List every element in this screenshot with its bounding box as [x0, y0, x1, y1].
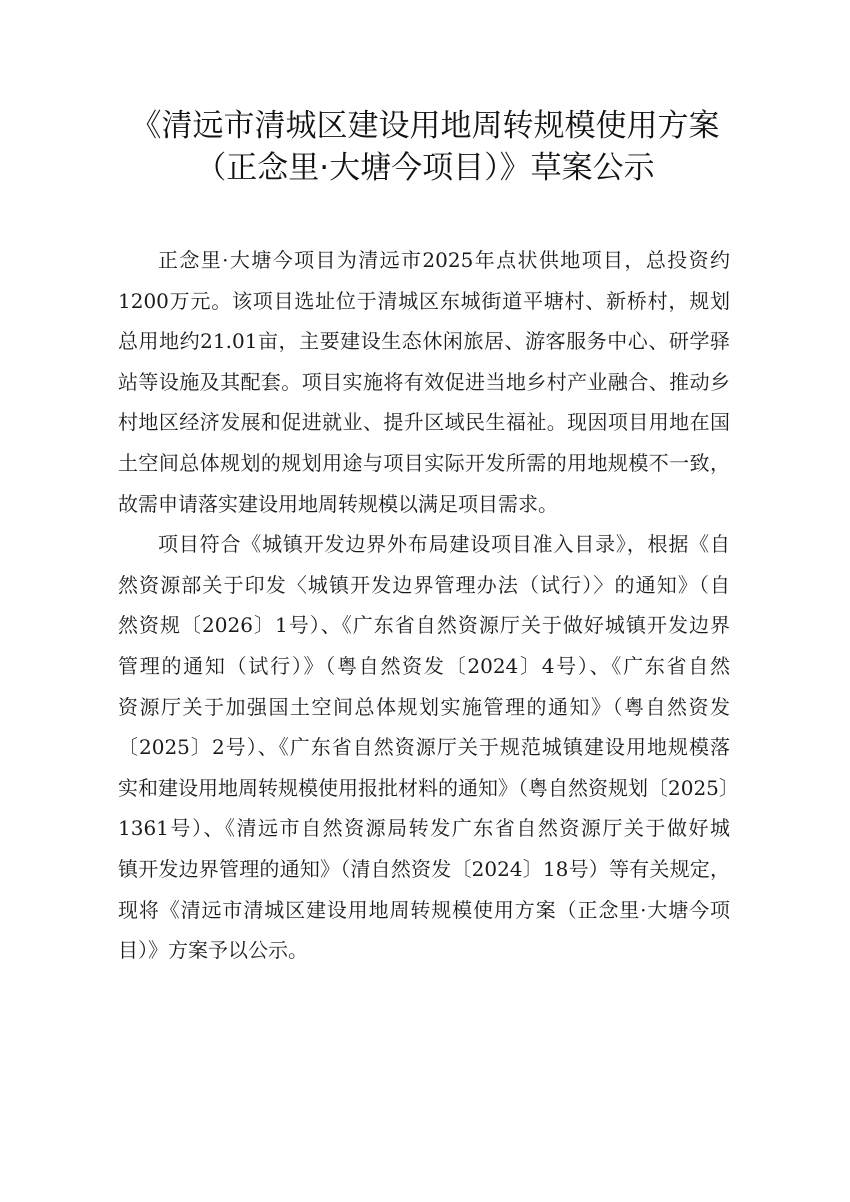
text-line: 镇开发边界管理的通知》（清自然资发〔2024〕18号）等有关规定，	[118, 856, 730, 881]
document-body	[118, 240, 739, 971]
text-line: 故需申请落实建设用地周转规模以满足项目需求。	[118, 491, 558, 516]
text-line: 〔2025〕2号）、《广东省自然资源厅关于规范城镇建设用地规模落	[118, 735, 730, 760]
title-line-2: （正念里·大塘今项目）》草案公示	[195, 150, 655, 186]
text-line: 现将《清远市清城区建设用地周转规模使用方案（正念里·大塘今项	[118, 897, 730, 922]
text-line: 实和建设用地周转规模使用报批材料的通知》（粤自然资规划〔2025〕	[118, 775, 739, 800]
text-line: 项目符合《城镇开发边界外布局建设项目准入目录》，根据《自	[158, 532, 730, 557]
text-line: 资源厅关于加强国土空间总体规划实施管理的通知》（粤自然资发	[118, 694, 730, 719]
text-line: 1361号）、《清远市自然资源局转发广东省自然资源厅关于做好城	[118, 816, 730, 841]
text-line: 然资源部关于印发〈城镇开发边界管理办法（试行）〉的通知》（自	[118, 572, 730, 597]
text-line: 1200万元。该项目选址位于清城区东城街道平塘村、新桥村，规划	[118, 288, 730, 313]
text-line: 土空间总体规划的规划用途与项目实际开发所需的用地规模不一致，	[118, 450, 730, 475]
paragraph-1	[118, 240, 730, 524]
text-line: 目）》方案予以公示。	[118, 938, 308, 963]
paragraph-2	[118, 524, 739, 971]
text-line: 总用地约21.01亩，主要建设生态休闲旅居、游客服务中心、研学驿	[118, 329, 730, 354]
text-line: 站等设施及其配套。项目实施将有效促进当地乡村产业融合、推动乡	[118, 369, 730, 394]
text-line: 正念里·大塘今项目为清远市2025年点状供地项目，总投资约	[158, 248, 730, 272]
title-line-1: 《清远市清城区建设用地周转规模使用方案	[130, 108, 720, 144]
text-line: 村地区经济发展和促进就业、提升区域民生福祉。现因项目用地在国	[118, 410, 730, 435]
text-line: 管理的通知（试行）》（粤自然资发〔2024〕4号）、《广东省自然	[118, 653, 730, 678]
text-line: 然资规〔2026〕1号）、《广东省自然资源厅关于做好城镇开发边界	[118, 613, 730, 638]
